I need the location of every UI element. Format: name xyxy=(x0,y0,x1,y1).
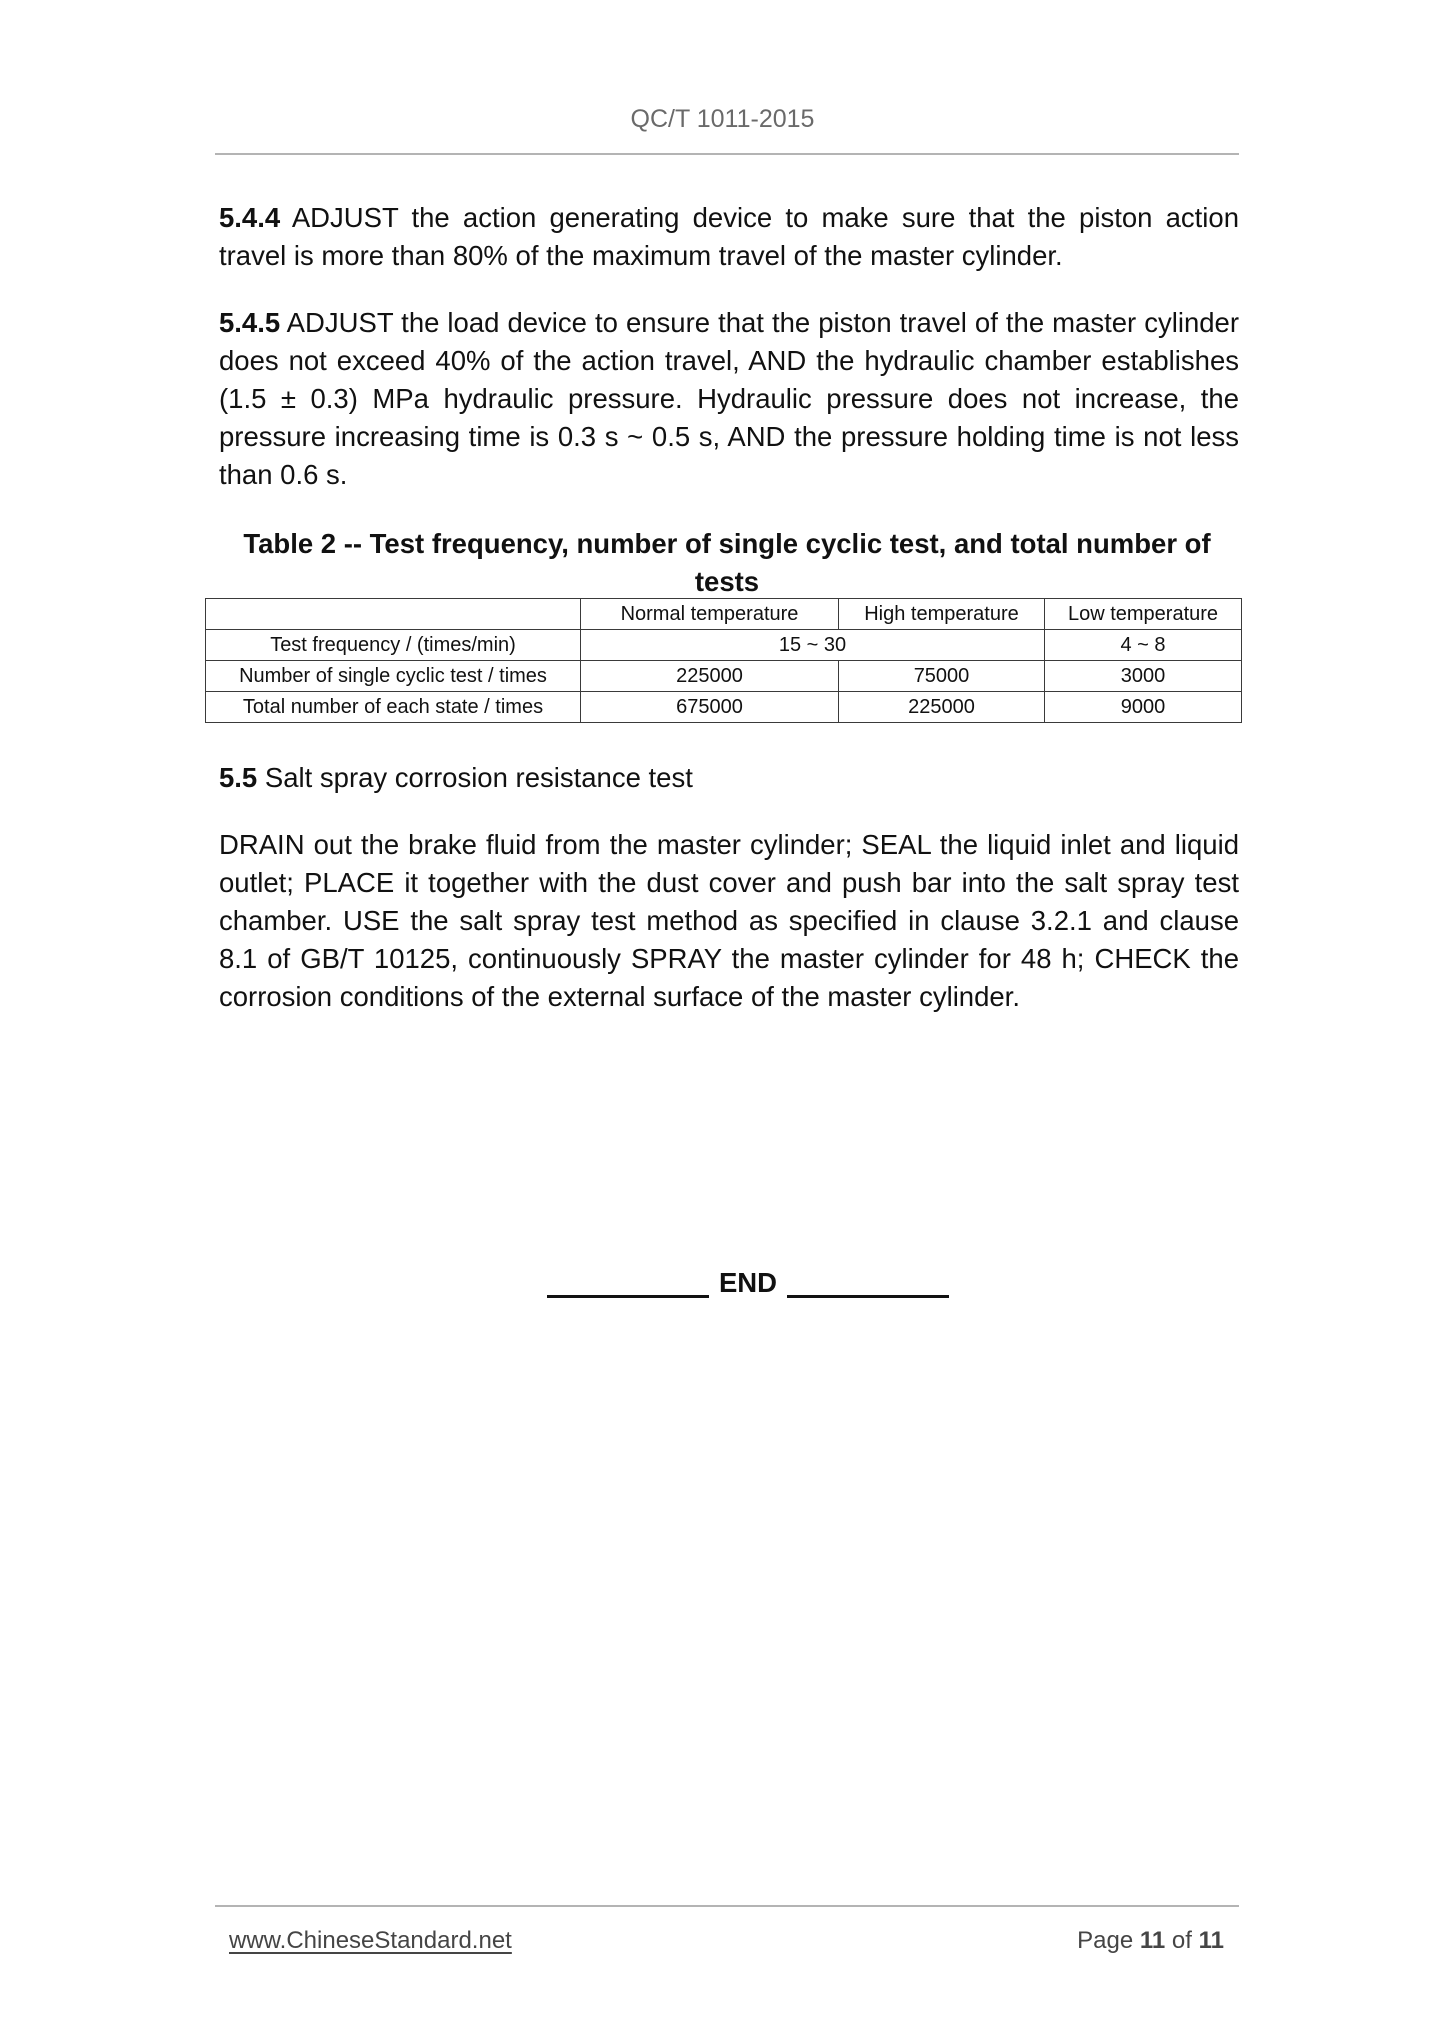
paragraph-text: ADJUST the action generating device to make sure that the piston action travel is more than 80% of the maximum travel of the master cylinder. xyxy=(219,202,1239,271)
paragraph-5-4-5 xyxy=(219,304,1239,494)
table-row xyxy=(206,661,1242,692)
cell-high: 225000 xyxy=(839,692,1045,723)
section-number: 5.4.4 xyxy=(219,202,281,233)
cell-low: 9000 xyxy=(1045,692,1242,723)
paragraph-5-4-4 xyxy=(219,199,1239,275)
table-row xyxy=(206,692,1242,723)
header-cell-normal: Normal temperature xyxy=(581,599,839,630)
header-cell-empty xyxy=(206,599,581,630)
table-row xyxy=(206,630,1242,661)
section-number: 5.5 xyxy=(219,762,258,793)
page-mid: of xyxy=(1165,1927,1199,1954)
header-cell-high: High temperature xyxy=(839,599,1045,630)
cell-normal: 675000 xyxy=(581,692,839,723)
cell-normal: 225000 xyxy=(581,661,839,692)
header-divider xyxy=(215,153,1239,155)
end-underline-left xyxy=(547,1295,709,1298)
page-number xyxy=(1066,1927,1224,1955)
page-header-doc-id: QC/T 1011-2015 xyxy=(630,105,815,133)
end-text: END xyxy=(718,1267,778,1298)
header-cell-low: Low temperature xyxy=(1045,599,1242,630)
section-title: Salt spray corrosion resistance test xyxy=(257,762,693,793)
cell-normal-high-merged: 15 ~ 30 xyxy=(581,630,1045,661)
table-header-row xyxy=(206,599,1242,630)
table-title: Table 2 -- Test frequency, number of single cyclic test, and total number of tests xyxy=(243,528,1211,597)
paragraph-5-5: DRAIN out the brake fluid from the master cylinder; SEAL the liquid inlet and liquid outlet; PLACE it together with the dust cover and push bar into the salt spray test chamber. USE the salt spray test method as specified in clause 3.2.1 and clause 8.1 of GB/T 10125, continuously SPRAY the master cylinder for 48 h; CHECK the corrosion conditions of the external surface of the master cylinder. xyxy=(219,829,1239,1012)
paragraph-text: ADJUST the load device to ensure that the piston travel of the master cylinder does not exceed 40% of the action travel, AND the hydraulic chamber establishes (1.5 ± 0.3) MPa hydraulic pressure. Hydraulic pressure does not increase, the pressure increasing time is 0.3 s ~ 0.5 s, AND the pressure holding time is not less than 0.6 s. xyxy=(219,307,1239,490)
row-label: Total number of each state / times xyxy=(206,692,581,723)
section-number: 5.4.5 xyxy=(219,307,281,338)
row-label: Number of single cyclic test / times xyxy=(206,661,581,692)
page-prefix: Page xyxy=(1077,1927,1140,1954)
footer-divider xyxy=(215,1905,1239,1907)
row-label: Test frequency / (times/min) xyxy=(206,630,581,661)
page-current: 11 xyxy=(1139,1927,1166,1954)
section-5-5-heading xyxy=(219,759,1239,797)
cell-low: 3000 xyxy=(1045,661,1242,692)
website-link[interactable]: www.ChineseStandard.net xyxy=(229,1927,512,1954)
cell-high: 75000 xyxy=(839,661,1045,692)
end-marker xyxy=(547,1266,949,1300)
cell-low: 4 ~ 8 xyxy=(1045,630,1242,661)
test-frequency-table xyxy=(205,598,1242,723)
end-underline-right xyxy=(787,1295,949,1298)
page-total: 11 xyxy=(1198,1927,1224,1954)
